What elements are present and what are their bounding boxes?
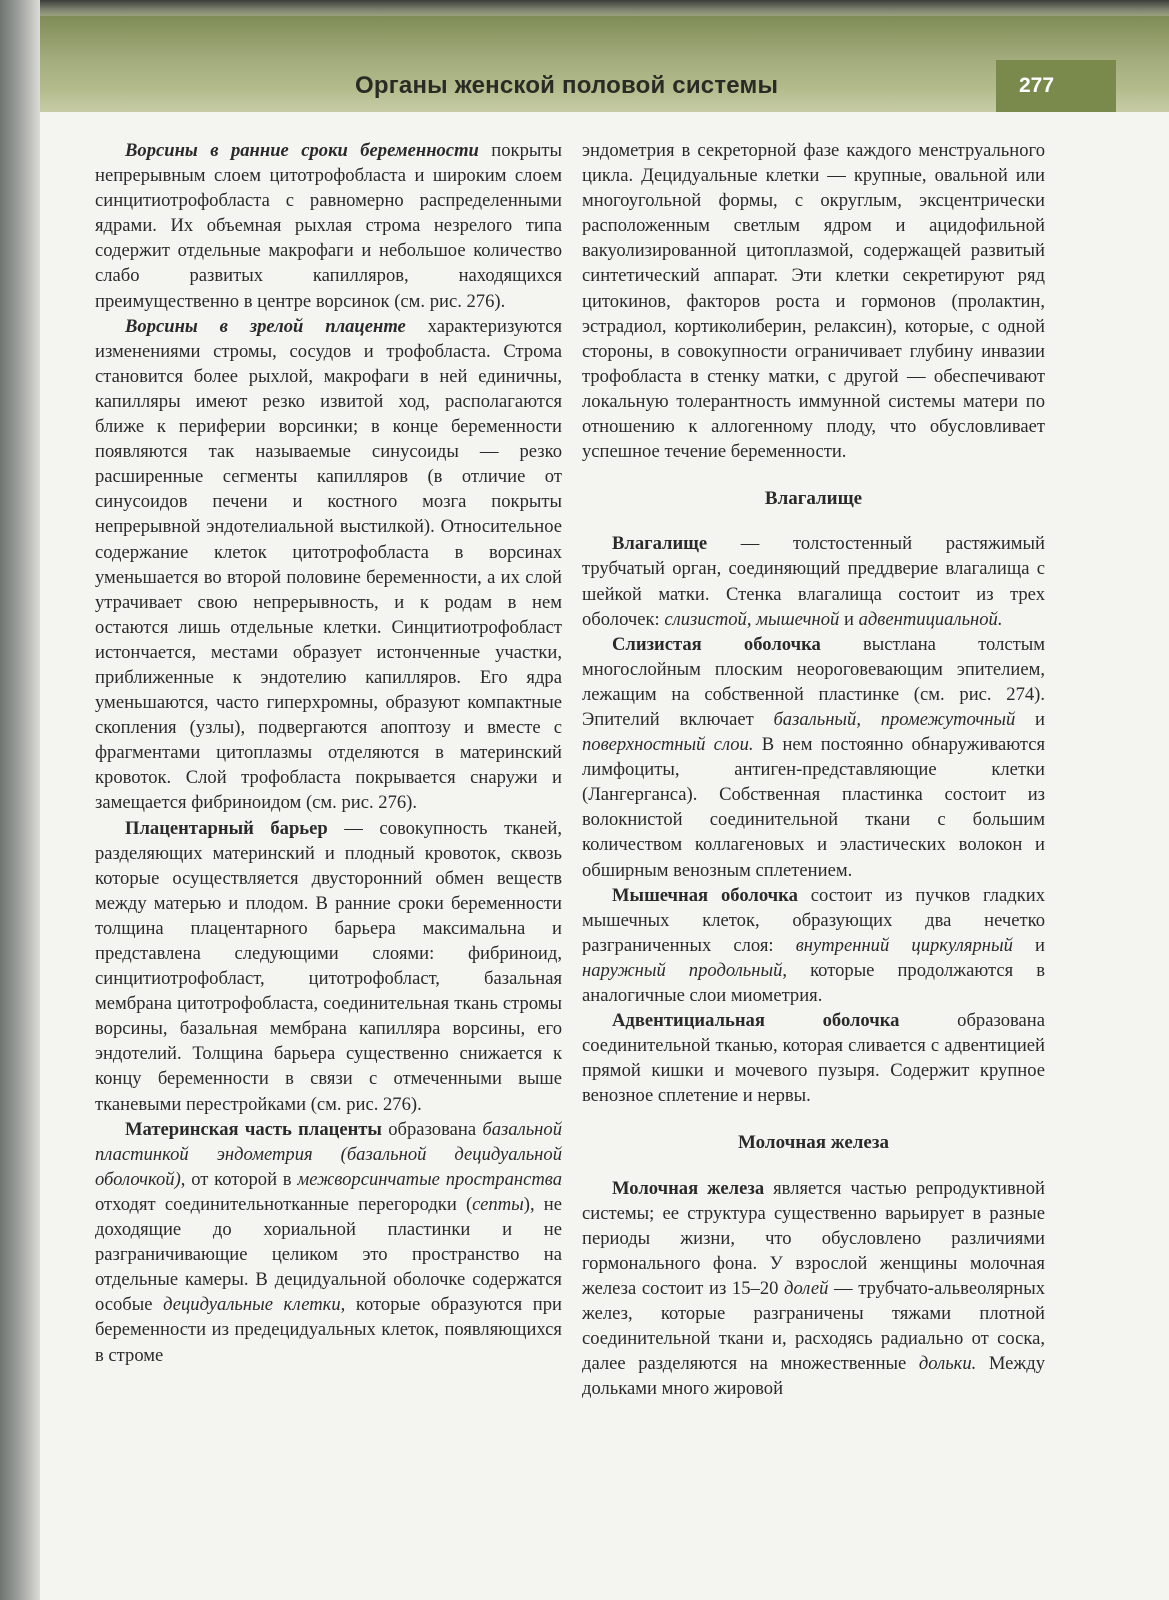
paragraph-text: В нем постоянно обнаруживаются лимфоциты, антиген-представляющие клетки (Лангерганса). Собственная пластинка состоит из волокнистой соединительной ткани с большим количеством коллагеновых и эластических волокон и обширным венозным сплетением. xyxy=(582,734,1045,881)
paragraph-text: Между дольками много жировой xyxy=(582,1353,1046,1400)
left-text-column xyxy=(95,138,562,1368)
section-heading-vagina: Влагалище xyxy=(764,488,863,510)
paragraph-lead: Мышечная оболочка xyxy=(612,884,798,906)
italic-term: базальный, промежуточный xyxy=(773,708,1016,730)
paragraph-lead: Влагалище xyxy=(612,533,708,555)
italic-term: внутренний циркулярный xyxy=(795,934,1013,956)
scan-shadow-left xyxy=(0,0,40,1600)
paragraph-lead: Ворсины в ранние сроки беременности xyxy=(125,140,479,161)
paragraph-adventitia xyxy=(582,1008,1045,1108)
paragraph-text: и xyxy=(1012,934,1045,956)
paragraph-text: состоит из пучков гладких мышечных клеток, образующих два нечетко разграниченных слоя: xyxy=(582,884,1045,956)
paragraph-text: — трубчато-альвеолярных желез, которые разграничены тяжами плотной соединительной ткани и, расходясь радиально от соска, далее разделяются на множественные xyxy=(582,1277,1045,1375)
running-header-title: Органы женской половой системы xyxy=(355,72,779,99)
paragraph-text: образована соединительной тканью, которая сливается с адвентицией прямой кишки и мочевого пузыря. Содержит крупное венозное сплетение и нервы. xyxy=(582,1010,1045,1107)
paragraph-lead: Адвентициальная оболочка xyxy=(612,1010,900,1032)
paragraph-text: , которые образуются при беременности из предецидуальных клеток, появляющихся в строме xyxy=(95,1294,562,1366)
italic-term: базальной пластинкой эндометрия (базальной децидуальной оболочкой) xyxy=(95,1118,562,1190)
paragraph-vagina xyxy=(582,531,1045,631)
paragraph-text: и xyxy=(839,608,859,630)
paragraph-muscular-layer xyxy=(582,883,1045,1008)
italic-term: межворсинчатые пространства xyxy=(297,1168,563,1190)
section-heading-breast: Молочная железа xyxy=(738,1132,889,1154)
paragraph-mucosa xyxy=(582,632,1045,883)
italic-term: адвентициальной. xyxy=(858,608,1003,630)
paragraph-lead: Ворсины в зрелой плаценте xyxy=(125,315,406,337)
paragraph-decidual-continued: эндометрия в секреторной фазе каждого менструального цикла. Децидуальные клетки — крупные, овальной или многоугольной формы, с округлым, эксцентрически расположенным светлым ядром и ацидофильной вакуолизированной цитоплазмой, содержащей развитый синтетический аппарат. Эти клетки секретируют ряд цитокинов, факторов роста и гормонов (пролактин, эстрадиол, кортиколиберин, релаксин), которые, с одной стороны, в совокупности ограничивает глубину инвазии трофобласта в стенку матки, с другой — обеспечивают локальную толерантность иммунной системы матери по отношению к аллогенному плоду, что обусловливает успешное течение беременности. xyxy=(582,140,1045,463)
paragraph-maternal-placenta xyxy=(95,1117,562,1368)
paragraph-text: выстлана толстым многослойным плоским неороговевающим эпителием, лежащим на собственной пластинке (см. рис. 274). Эпителий включает xyxy=(582,633,1045,730)
italic-term: поверхностный слои. xyxy=(582,734,754,756)
scan-shadow-top xyxy=(0,0,1169,16)
paragraph-lead: Плацентарный барьер xyxy=(125,817,328,839)
paragraph-text: — совокупность тканей, разделяющих материнский и плодный кровоток, сквозь которые осуществляется двусторонний обмен веществ между матерью и плодом. В ранние сроки беременности толщина плацентарного барьера максимальна и представлена следующими слоями: фибриноид, синцитиотрофобласт, цитотрофобласт, базальная мембрана цитотрофобласта, соединительная ткань стромы ворсины, базальная мембрана капилляра ворсины, его эндотелий. Толщина барьера существенно снижается к концу беременности в связи с отмеченными выше тканевыми перестройками (см. рис. 276). xyxy=(95,817,562,1115)
paragraph-lead: Молочная железа xyxy=(612,1177,765,1199)
paragraph-placental-barrier xyxy=(95,816,562,1117)
italic-term: септы xyxy=(472,1193,524,1215)
paragraph-text: покрыты непрерывным слоем цитотрофобласта и широким слоем синцитиотрофобласта с равномерно распределенными ядрами. Их объемная рыхлая строма незрелого типа содержит отдельные макрофаги и небольшое количество слабо развитых капилляров, находящихся преимущественно в центре ворсинок (см. рис. 276). xyxy=(95,140,562,312)
paragraph-text: и xyxy=(1015,708,1045,730)
paragraph-text: , которые продолжаются в аналогичные слои миометрия. xyxy=(582,959,1045,1006)
paragraph-lead: Материнская часть плаценты xyxy=(125,1118,382,1140)
italic-term: дольки. xyxy=(918,1353,977,1375)
page-number: 277 xyxy=(1019,74,1055,97)
paragraph-text: , от которой в xyxy=(180,1168,298,1190)
page-number-box xyxy=(996,60,1116,112)
paragraph-text: характеризуются изменениями стромы, сосудов и трофобласта. Строма становится более рыхлой, макрофаги в ней единичны, капилляры имеют резко извитой ход, располагаются ближе к периферии ворсинки; в конце беременности появляются так называемые синусоиды — резко расширенные сегменты капилляров (в отличие от синусоидов печени и костного мозга покрыты непрерывной эндотелиальной выстилкой). Относительное содержание клеток цитотрофобласта в ворсинах уменьшается во второй половине беременности, а их слой утрачивает свою непрерывность, и к родам в нем остаются лишь отдельные клетки. Синцитиотрофобласт истончается, местами образует истонченные участки, приближенные к эндотелию капилляров. Его ядра уменьшаются, часто гиперхромны, образуют компактные скопления (узлы), подвергаются апоптозу и вместе с фрагментами цитоплазмы отделяются в материнский кровоток. Слой трофобласта покрывается снаружи и замещается фибриноидом (см. рис. 276). xyxy=(95,315,562,814)
paragraph-text: образована xyxy=(381,1118,483,1140)
italic-term: наружный продольный xyxy=(582,959,783,981)
paragraph-lead: Слизистая оболочка xyxy=(612,633,821,655)
paragraph-text: является частью репродуктивной системы; ее структура существенно варьирует в разные периоды жизни, что обусловлено различиями гормонального фона. У взрослой женщины молочная железа состоит из 15–20 xyxy=(582,1177,1045,1299)
paragraph-text: — толстостенный растяжимый трубчатый орган, соединяющий преддверие влагалища с шейкой матки. Стенка влагалища состоит из трех оболочек: xyxy=(582,533,1045,630)
paragraph-text: ), не доходящие до хориальной пластинки и не разграничивающие целиком это пространство на отдельные камеры. В децидуальной оболочке содержатся особые xyxy=(95,1193,562,1316)
italic-term: долей xyxy=(784,1277,829,1299)
italic-term: слизистой, мышечной xyxy=(664,608,840,630)
paragraph-text: отходят соединительнотканные перегородки ( xyxy=(95,1193,473,1215)
right-text-column xyxy=(582,138,1045,1401)
paragraph-breast xyxy=(582,1176,1045,1402)
paragraph-mature-villi xyxy=(95,314,562,816)
italic-term: децидуальные клетки xyxy=(163,1294,341,1316)
paragraph-early-villi xyxy=(95,138,562,314)
